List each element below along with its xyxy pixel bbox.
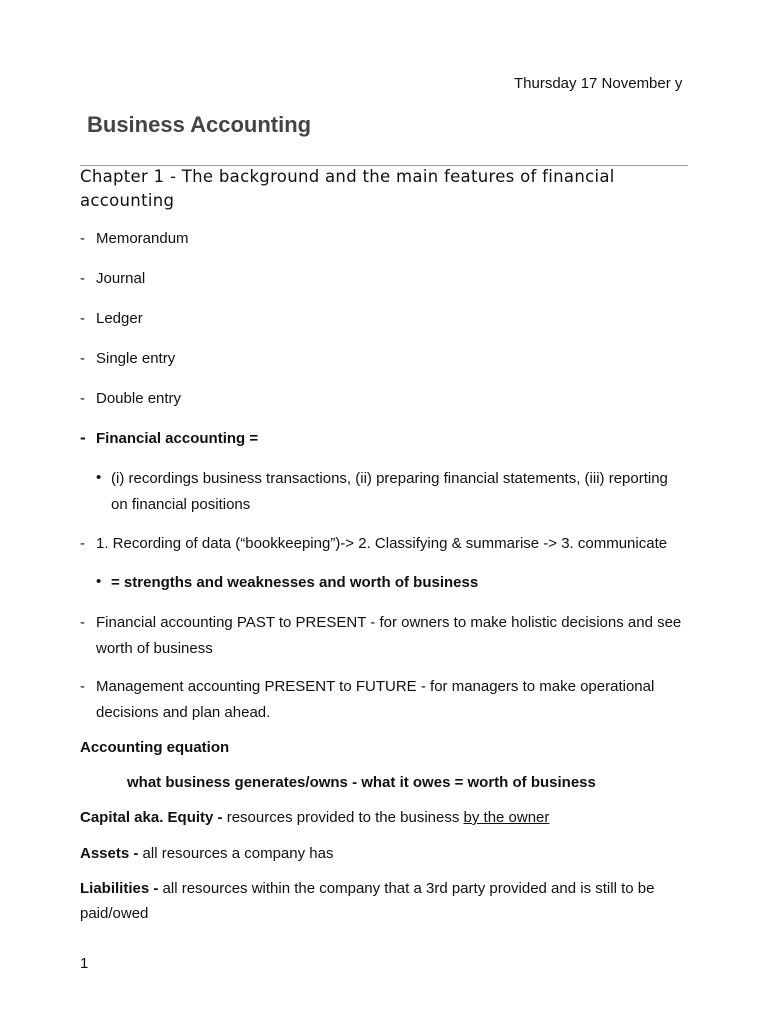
definition-liabilities-continuation: paid/owed (80, 905, 149, 922)
definition-term: Assets - (80, 845, 139, 862)
definition-text: all resources a company has (138, 845, 334, 862)
list-dash: - (80, 270, 85, 287)
equation-formula: what business generates/owns - what it owes = worth of business (127, 774, 596, 791)
chapter-heading: Chapter 1 - The background and the main features of financial accounting (80, 167, 615, 210)
definition-liabilities (80, 880, 654, 897)
definition-term: Liabilities - (80, 880, 159, 897)
definition-text: resources provided to the business (222, 809, 464, 826)
list-dash: - (80, 678, 85, 695)
list-dash: - (80, 310, 85, 327)
bullet-item-bold: = strengths and weaknesses and worth of business (111, 574, 479, 591)
list-item: Single entry (96, 350, 176, 367)
document-date: Thursday 17 November y (514, 75, 683, 92)
list-item: Double entry (96, 390, 182, 407)
list-item: 1. Recording of data (“bookkeeping”)-> 2. Classifying & summarise -> 3. communicate (96, 535, 668, 552)
definition-assets (80, 845, 333, 862)
definition-term: Capital aka. Equity - (80, 809, 223, 826)
bullet-item-continuation: on financial positions (111, 496, 251, 513)
definition-emphasis: by the owner (463, 809, 550, 826)
bullet-item: (i) recordings business transactions, (ii) preparing financial statements, (iii) reporting (111, 470, 668, 487)
list-item: Management accounting PRESENT to FUTURE - for managers to make operational decisions and plan ahead. (96, 678, 655, 721)
bullet-dot: • (96, 573, 102, 590)
equation-heading: Accounting equation (80, 739, 230, 756)
list-dash: - (80, 614, 85, 631)
list-item: Ledger (96, 310, 143, 327)
bullet-dot: • (96, 469, 102, 486)
document-title: Business Accounting (87, 112, 312, 137)
list-item: Memorandum (96, 230, 189, 247)
list-dash: - (80, 350, 85, 367)
definition-text: all resources within the company that a 3rd party provided and is still to be (158, 880, 655, 897)
list-item-bold: Financial accounting = (96, 430, 259, 447)
list-dash: - (80, 390, 85, 407)
list-dash: - (80, 428, 86, 447)
list-item: Journal (96, 270, 146, 287)
list-item: Financial accounting PAST to PRESENT - for owners to make holistic decisions and see worth of business (96, 614, 682, 657)
list-dash: - (80, 230, 85, 247)
definition-capital (80, 809, 549, 826)
list-dash: - (80, 535, 85, 552)
page-number: 1 (80, 955, 89, 972)
